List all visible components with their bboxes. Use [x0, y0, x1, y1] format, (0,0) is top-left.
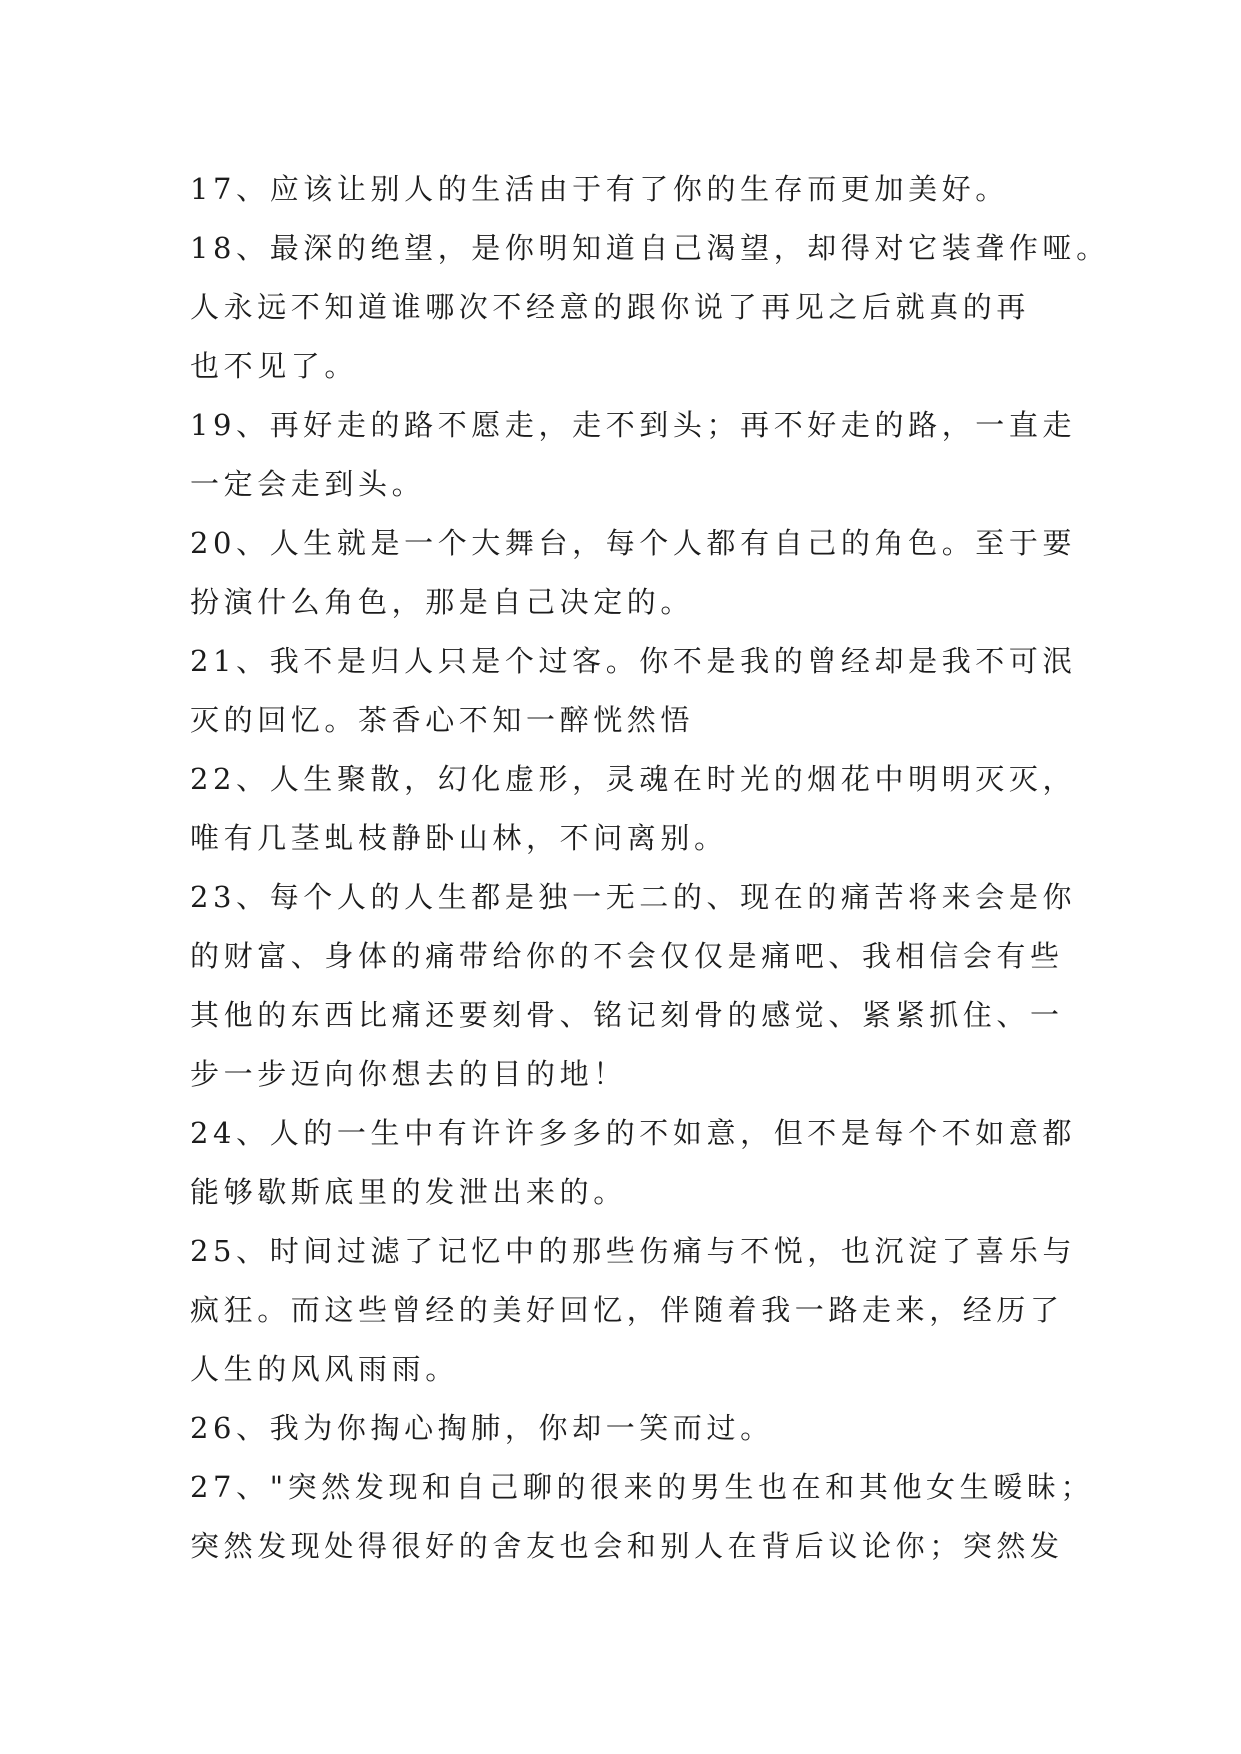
text-line: 17、应该让别人的生活由于有了你的生存而更加美好。	[190, 172, 1009, 206]
text-line: 25、时间过滤了记忆中的那些伤痛与不悦，也沉淀了喜乐与	[190, 1234, 1077, 1268]
text-line: 疯狂。而这些曾经的美好回忆，伴随着我一路走来，经历了	[190, 1293, 1064, 1327]
text-line: 突然发现处得很好的舍友也会和别人在背后议论你；突然发	[190, 1529, 1064, 1563]
text-line: 22、人生聚散，幻化虚形，灵魂在时光的烟花中明明灭灭，	[190, 762, 1077, 796]
document-body	[190, 160, 1110, 1576]
text-line: 21、我不是归人只是个过客。你不是我的曾经却是我不可泯	[190, 644, 1077, 678]
text-line: 人生的风风雨雨。	[190, 1352, 459, 1386]
text-line: 20、人生就是一个大舞台，每个人都有自己的角色。至于要	[190, 526, 1077, 560]
text-line: 步一步迈向你想去的目的地！	[190, 1057, 627, 1091]
text-line: 人永远不知道谁哪次不经意的跟你说了再见之后就真的再	[190, 290, 1031, 324]
text-line: 24、人的一生中有许许多多的不如意，但不是每个不如意都	[190, 1116, 1077, 1150]
text-line: 27、"突然发现和自己聊的很来的男生也在和其他女生暧昧；	[190, 1470, 1095, 1504]
text-line: 26、我为你掏心掏肺，你却一笑而过。	[190, 1411, 774, 1445]
text-line: 唯有几茎虬枝静卧山林，不问离别。	[190, 821, 728, 855]
text-line: 18、最深的绝望，是你明知道自己渴望，却得对它装聋作哑。	[190, 231, 1110, 265]
text-line: 的财富、身体的痛带给你的不会仅仅是痛吧、我相信会有些	[190, 939, 1064, 973]
text-line: 也不见了。	[190, 349, 359, 383]
text-line: 23、每个人的人生都是独一无二的、现在的痛苦将来会是你	[190, 880, 1077, 914]
text-line: 能够歇斯底里的发泄出来的。	[190, 1175, 627, 1209]
text-line: 扮演什么角色，那是自己决定的。	[190, 585, 695, 619]
text-line: 灭的回忆。茶香心不知一醉恍然悟	[190, 703, 695, 737]
text-line: 19、再好走的路不愿走，走不到头；再不好走的路，一直走	[190, 408, 1077, 442]
text-line: 一定会走到头。	[190, 467, 426, 501]
text-line: 其他的东西比痛还要刻骨、铭记刻骨的感觉、紧紧抓住、一	[190, 998, 1064, 1032]
